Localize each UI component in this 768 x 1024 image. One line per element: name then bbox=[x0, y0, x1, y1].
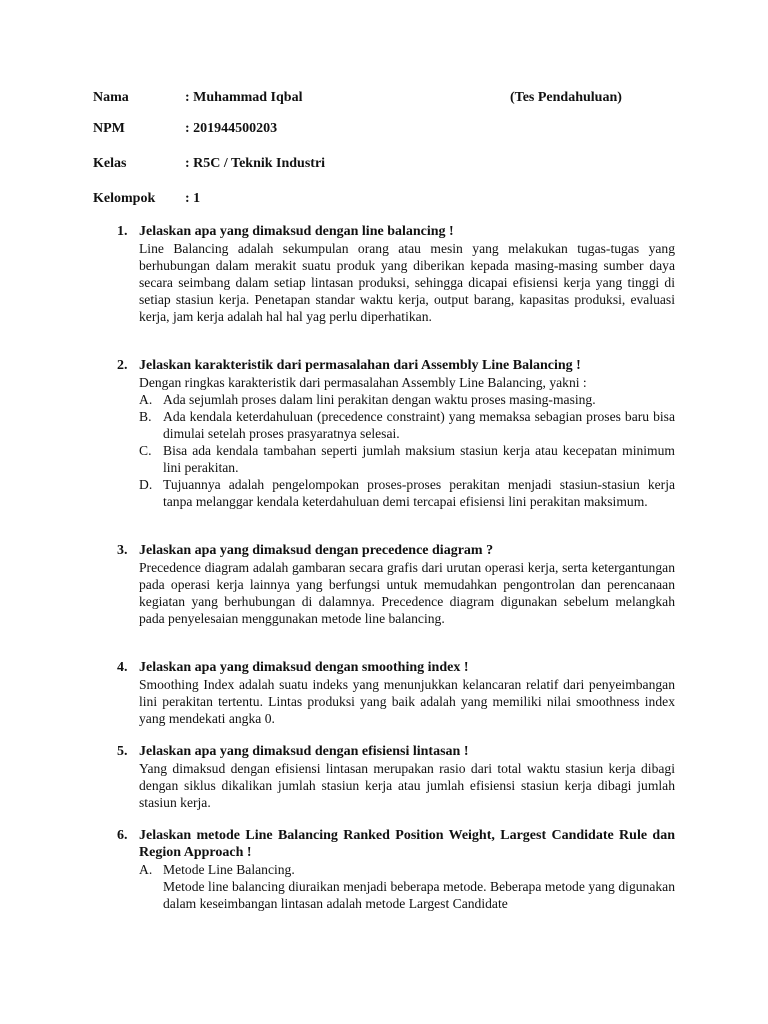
list-letter: B. bbox=[139, 409, 152, 424]
list-item bbox=[139, 391, 675, 408]
question-4 bbox=[117, 659, 675, 727]
list-letter: A. bbox=[139, 392, 153, 407]
sub-answer-text: Metode line balancing diuraikan menjadi beberapa metode. Beberapa metode yang digunakan dalam keseimbangan lintasan adalah metode Largest Candidate bbox=[163, 879, 675, 911]
question-number: 1. bbox=[117, 224, 128, 239]
list-text: Metode Line Balancing. bbox=[163, 862, 295, 877]
question-text: Jelaskan karakteristik dari permasalahan dari Assembly Line Balancing ! bbox=[139, 358, 581, 373]
kelas-label: Kelas bbox=[93, 156, 127, 171]
answer-list bbox=[139, 861, 675, 912]
answer-text: Precedence diagram adalah gambaran secara grafis dari urutan operasi kerja, serta ketergantungan pada operasi kerja lainnya yang berfungsi untuk memudahkan pengontrolan dan perencanaan kegiatan yang berhubungan di dalamnya. Precedence diagram digunakan sebelum melangkah pada penyelesaian menggunakan metode line balancing. bbox=[139, 560, 675, 626]
question-2 bbox=[117, 357, 675, 510]
question-title bbox=[117, 223, 675, 240]
question-title bbox=[117, 827, 675, 861]
list-item bbox=[139, 476, 675, 510]
list-text: Ada sejumlah proses dalam lini perakitan dengan waktu proses masing-masing. bbox=[163, 392, 596, 407]
npm-label: NPM bbox=[93, 121, 125, 136]
question-text: Jelaskan apa yang dimaksud dengan efisiensi lintasan ! bbox=[139, 744, 469, 759]
test-label: (Tes Pendahuluan) bbox=[510, 90, 622, 105]
answer-text: Line Balancing adalah sekumpulan orang atau mesin yang melakukan tugas-tugas yang berhubungan dalam merakit suatu produk yang diberikan kepada masing-masing sumber daya secara seimbang dalam setiap lintasan produksi, sehingga dicapai efisiensi kerja yang tinggi di setiap stasiun kerja. Penetapan standar waktu kerja, output barang, kapasitas produksi, evaluasi kerja, jam kerja adalah hal hal yag perlu diperhatikan. bbox=[139, 241, 675, 324]
question-text: Jelaskan apa yang dimaksud dengan precedence diagram ? bbox=[139, 543, 494, 558]
list-text: Ada kendala keterdahuluan (precedence constraint) yang memaksa sebagian proses baru bisa dimulai setelah proses prasyaratnya selesai. bbox=[163, 409, 675, 441]
list-letter: A. bbox=[139, 862, 153, 877]
answer-text: Dengan ringkas karakteristik dari permasalahan Assembly Line Balancing, yakni : bbox=[139, 375, 587, 390]
question-3 bbox=[117, 542, 675, 627]
list-item bbox=[139, 408, 675, 442]
question-number: 2. bbox=[117, 358, 128, 373]
question-title bbox=[117, 542, 675, 559]
list-item bbox=[139, 878, 675, 912]
list-item bbox=[139, 442, 675, 476]
question-text: Jelaskan apa yang dimaksud dengan smoothing index ! bbox=[139, 660, 469, 675]
question-number: 5. bbox=[117, 744, 128, 759]
question-number: 3. bbox=[117, 543, 128, 558]
question-text: Jelaskan metode Line Balancing Ranked Position Weight, Largest Candidate Rule dan Region Approach ! bbox=[139, 828, 675, 860]
question-title bbox=[117, 357, 675, 374]
question-1 bbox=[117, 223, 675, 325]
answer-text: Yang dimaksud dengan efisiensi lintasan merupakan rasio dari total waktu stasiun kerja dibagi dengan siklus dikalikan jumlah stasiun kerja atau jumlah efisiensi stasiun kerja dibagi jumlah stasiun kerja. bbox=[139, 761, 675, 810]
list-letter: C. bbox=[139, 443, 152, 458]
question-5 bbox=[117, 743, 675, 811]
question-6 bbox=[117, 827, 675, 912]
npm-value: : 201944500203 bbox=[185, 121, 278, 136]
kelas-value: : R5C / Teknik Industri bbox=[185, 156, 326, 171]
question-number: 4. bbox=[117, 660, 128, 675]
question-title bbox=[117, 743, 675, 760]
nama-label: Nama bbox=[93, 90, 129, 105]
answer-text: Smoothing Index adalah suatu indeks yang menunjukkan kelancaran relatif dari penyeimbangan lini perakitan tertentu. Lintas produksi yang baik adalah yang memiliki nilai smoothness index yang mendekati angka 0. bbox=[139, 677, 675, 726]
list-letter: D. bbox=[139, 477, 153, 492]
kelompok-label: Kelompok bbox=[93, 191, 156, 206]
kelompok-value: : 1 bbox=[185, 191, 201, 206]
list-item bbox=[139, 861, 675, 878]
list-text: Tujuannya adalah pengelompokan proses-proses perakitan menjadi stasiun-stasiun kerja tanpa melanggar kendala keterdahuluan demi tercapai efisiensi lini perakitan maksimum. bbox=[163, 477, 675, 509]
answer-list bbox=[139, 391, 675, 510]
question-number: 6. bbox=[117, 828, 128, 843]
question-text: Jelaskan apa yang dimaksud dengan line balancing ! bbox=[139, 224, 454, 239]
question-title bbox=[117, 659, 675, 676]
list-text: Bisa ada kendala tambahan seperti jumlah maksium stasiun kerja atau kecepatan minimum lini perakitan. bbox=[163, 443, 675, 475]
nama-value: : Muhammad Iqbal bbox=[185, 90, 303, 105]
